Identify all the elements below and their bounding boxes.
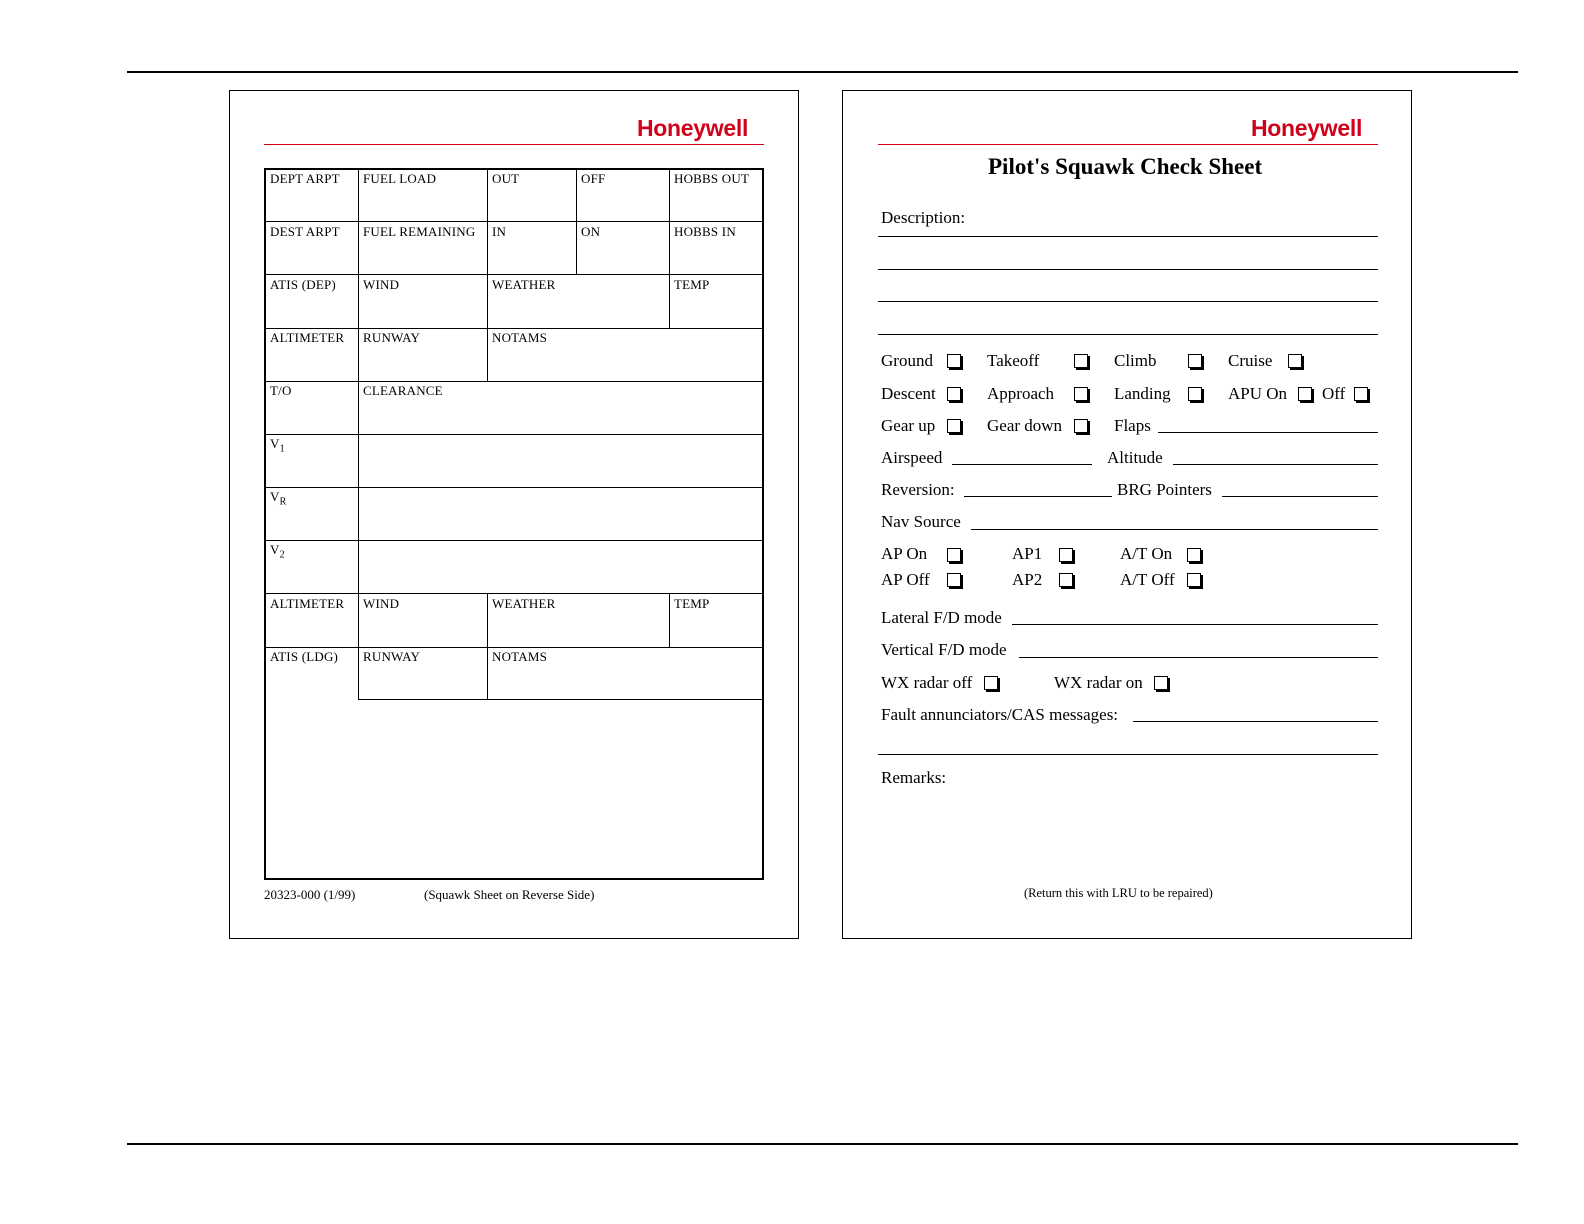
cell-to[interactable]: T/O <box>270 383 292 398</box>
brg-pointers-label: BRG Pointers <box>1117 480 1212 499</box>
ap2-label: AP2 <box>1012 570 1043 589</box>
wx-radar-on-label: WX radar on <box>1054 673 1143 692</box>
apu-off-checkbox[interactable] <box>1354 387 1368 401</box>
cell-in[interactable]: IN <box>492 224 507 239</box>
vertical-fd-field[interactable] <box>1019 657 1378 658</box>
ap-off-label: AP Off <box>881 570 930 589</box>
descent-label: Descent <box>881 384 936 403</box>
description-line-4[interactable] <box>878 334 1378 335</box>
cell-vr[interactable]: $V_R$ <box>270 489 287 508</box>
vertical-fd-label: Vertical F/D mode <box>881 640 1007 659</box>
ap2-checkbox[interactable] <box>1059 573 1073 587</box>
description-line-2[interactable] <box>878 269 1378 270</box>
altitude-label: Altitude <box>1107 448 1163 467</box>
airspeed-field[interactable] <box>952 464 1092 465</box>
cruise-checkbox[interactable] <box>1288 354 1302 368</box>
reverse-side-note: (Squawk Sheet on Reverse Side) <box>424 887 595 902</box>
apu-on-checkbox[interactable] <box>1298 387 1312 401</box>
reversion-field[interactable] <box>964 496 1112 497</box>
altitude-field[interactable] <box>1173 464 1378 465</box>
cell-notams-ldg[interactable]: NOTAMS <box>492 649 548 664</box>
landing-checkbox[interactable] <box>1188 387 1202 401</box>
ap-on-checkbox[interactable] <box>947 548 961 562</box>
cell-dept-arpt[interactable]: DEPT ARPT <box>270 171 340 186</box>
fault-annunciators-field[interactable] <box>1133 721 1378 722</box>
gear-down-checkbox[interactable] <box>1074 419 1088 433</box>
fault-annunciators-label: Fault annunciators/CAS messages: <box>881 705 1119 724</box>
return-note: (Return this with LRU to be repaired) <box>1024 886 1213 900</box>
cell-fuel-remaining[interactable]: FUEL REMAINING <box>363 224 476 239</box>
ap-on-label: AP On <box>881 544 928 563</box>
ap1-checkbox[interactable] <box>1059 548 1073 562</box>
landing-label: Landing <box>1114 384 1171 403</box>
at-off-checkbox[interactable] <box>1187 573 1201 587</box>
page-bottom-rule <box>127 1143 1518 1145</box>
cell-atis-ldg[interactable]: ATIS (LDG) <box>270 649 339 664</box>
cruise-label: Cruise <box>1228 351 1273 370</box>
page-title: Pilot's Squawk Check Sheet <box>988 154 1263 179</box>
approach-label: Approach <box>987 384 1055 403</box>
climb-label: Climb <box>1114 351 1157 370</box>
lateral-fd-label: Lateral F/D mode <box>881 608 1002 627</box>
at-on-checkbox[interactable] <box>1187 548 1201 562</box>
ap-off-checkbox[interactable] <box>947 573 961 587</box>
cell-runway-ldg[interactable]: RUNWAY <box>363 649 421 664</box>
cell-runway[interactable]: RUNWAY <box>363 330 421 345</box>
cell-weather-ldg[interactable]: WEATHER <box>492 596 556 611</box>
at-off-label: A/T Off <box>1120 570 1175 589</box>
nav-source-label: Nav Source <box>881 512 961 531</box>
apu-on-label: APU On <box>1228 384 1288 403</box>
takeoff-label: Takeoff <box>987 351 1040 370</box>
gear-down-label: Gear down <box>987 416 1063 435</box>
cell-temp[interactable]: TEMP <box>674 277 710 292</box>
cell-off[interactable]: OFF <box>581 171 606 186</box>
cell-notams[interactable]: NOTAMS <box>492 330 548 345</box>
approach-checkbox[interactable] <box>1074 387 1088 401</box>
description-label: Description: <box>881 208 966 227</box>
descent-checkbox[interactable] <box>947 387 961 401</box>
description-line-1[interactable] <box>878 236 1378 237</box>
description-line-3[interactable] <box>878 301 1378 302</box>
ground-checkbox[interactable] <box>947 354 961 368</box>
ap1-label: AP1 <box>1012 544 1043 563</box>
logo-underline-right <box>878 144 1378 145</box>
remarks-label: Remarks: <box>881 768 947 787</box>
honeywell-logo: Honeywell <box>637 115 749 141</box>
cell-altimeter-ldg[interactable]: ALTIMETER <box>270 596 345 611</box>
airspeed-label: Airspeed <box>881 448 943 467</box>
page-top-rule <box>127 71 1518 73</box>
nav-source-field[interactable] <box>971 529 1378 530</box>
cell-v2[interactable]: $V_2$ <box>270 542 285 561</box>
cell-wind-ldg[interactable]: WIND <box>363 596 400 611</box>
cell-clearance[interactable]: CLEARANCE <box>363 383 443 398</box>
cell-wind[interactable]: WIND <box>363 277 400 292</box>
reversion-label: Reversion: <box>881 480 955 499</box>
cell-on[interactable]: ON <box>581 224 601 239</box>
gear-up-checkbox[interactable] <box>947 419 961 433</box>
cell-dest-arpt[interactable]: DEST ARPT <box>270 224 340 239</box>
wx-radar-off-label: WX radar off <box>881 673 973 692</box>
takeoff-checkbox[interactable] <box>1074 354 1088 368</box>
cell-hobbs-in[interactable]: HOBBS IN <box>674 224 736 239</box>
climb-checkbox[interactable] <box>1188 354 1202 368</box>
wx-radar-off-checkbox[interactable] <box>984 676 998 690</box>
fault-annunciators-field-2[interactable] <box>878 754 1378 755</box>
apu-off-label: Off <box>1322 384 1346 403</box>
cell-atis-dep[interactable]: ATIS (DEP) <box>270 277 336 292</box>
cell-out[interactable]: OUT <box>492 171 520 186</box>
cell-hobbs-out[interactable]: HOBBS OUT <box>674 171 750 186</box>
brg-pointers-field[interactable] <box>1222 496 1378 497</box>
flaps-label: Flaps <box>1114 416 1151 435</box>
ground-label: Ground <box>881 351 933 370</box>
honeywell-logo-right: Honeywell <box>1251 115 1363 141</box>
gear-up-label: Gear up <box>881 416 936 435</box>
cell-weather[interactable]: WEATHER <box>492 277 556 292</box>
cell-v1[interactable]: $V_1$ <box>270 436 285 455</box>
wx-radar-on-checkbox[interactable] <box>1154 676 1168 690</box>
at-on-label: A/T On <box>1120 544 1173 563</box>
cell-temp-ldg[interactable]: TEMP <box>674 596 710 611</box>
logo-underline <box>264 144 764 145</box>
form-number: 20323-000 (1/99) <box>264 887 356 902</box>
cell-fuel-load[interactable]: FUEL LOAD <box>363 171 437 186</box>
flaps-field[interactable] <box>1158 432 1378 433</box>
cell-altimeter[interactable]: ALTIMETER <box>270 330 345 345</box>
lateral-fd-field[interactable] <box>1012 624 1378 625</box>
